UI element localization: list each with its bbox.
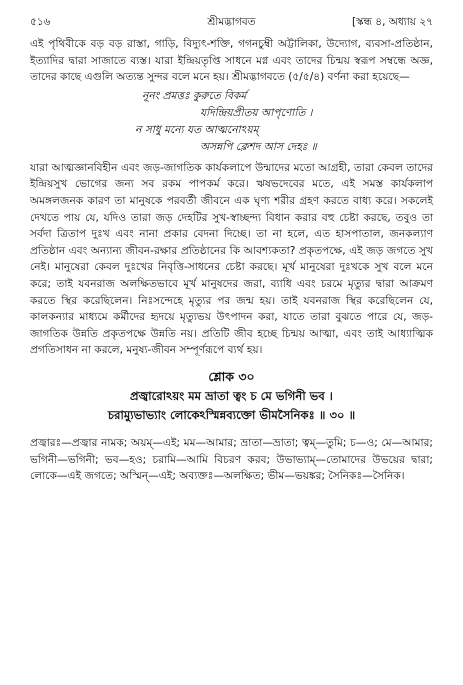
quoted-verse (30, 88, 433, 156)
purport-paragraph-2: যারা আত্মজ্ঞানবিহীন এবং জড়-জাগতিক কার্যকলাপে উন্মাদের মতো আগ্রহী, তারা কেবল তাদের ইন্দ্রিয়সুখ ভোগের জন্য সব রকম পাপকর্ম করে। ঋষভদেবের মতে, এই সমস্ত কার্যকলাপ অমঙ্গলজনক কারণ তা মানুষকে পরবর্তী জীবনে এক ঘৃণ্য শরীর গ্রহণ করতে বাধ্য করে। সকলেই দেখতে পায় যে, যদিও তারা জড় দেহটির সুখ-স্বাচ্ছন্দ্য বিধান করার বহু চেষ্টা করছে, তবুও তা সর্বদা ত্রিতাপ দুঃখ এবং নানা প্রকার বেদনা দিচ্ছে। তা না হলে, এত হাসপাতাল, জনকল্যাণ প্রতিষ্ঠান এবং অন্যান্য জীবন-রক্ষার প্রতিষ্ঠানের কি আবশ্যকতা? প্রকৃতপক্ষে, এই জড় জগতে সুখ নেই। মানুষেরা কেবল দুঃখের নিবৃত্তি-সাধনের চেষ্টা করছে। মূর্খ মানুষেরা দুঃখকে সুখ বলে মনে করে; তাই যবনরাজ অলক্ষিতভাবে মূর্খ মানুষদের জরা, ব্যাধি এবং চরমে মৃত্যুর দ্বারা আক্রমণ করতে স্থির করেছিলেন। নিঃসন্দেহে মৃত্যুর পর জন্ম হয়। তাই যবনরাজ স্থির করেছিলেন যে, কালকন্যার মাধ্যমে কর্মীদের হৃদয়ে মৃত্যুভয় উৎপাদন করা, যাতে তারা বুঝতে পারে যে, জড়-জাগতিক উন্নতি প্রকৃতপক্ষে উন্নতি নয়। প্রতিটি জীব হচ্ছে চিন্ময় আত্মা, এবং তাই আধ্যাত্মিক প্রগতিসাধন না করলে, মনুষ্য-জীবন সম্পূর্ণরূপে ব্যর্থ হয়। (30, 161, 433, 357)
section-reference: [স্কন্ধ ৪, অধ্যায় ২৭ (351, 16, 433, 28)
word-for-word-synonyms: প্রজ্বারঃ—প্রজ্বার নামক; অয়ম্—এই; মম—আমার; ভ্রাতা—ভ্রাতা; ত্বম্—তুমি; চ—ও; মে—আমার; ভগিনী—ভগিনী; ভব—হও; চরামি—আমি বিচরণ করব; উভাভ্যাম্—তোমাদের উভয়ের দ্বারা; লোকে—এই জগতে; অস্মিন্—এই; অব্যক্তঃ—অলক্ষিত; ভীম—ভয়ঙ্কর; সৈনিকঃ—সৈনিক। (30, 436, 433, 483)
sloka-heading: শ্লোক ৩০ (208, 368, 255, 384)
book-title: শ্রীমদ্ভাগবত (207, 16, 256, 28)
sloka-text (30, 387, 433, 425)
sloka-line-1: প্রজ্বারোঽয়ং মম ভ্রাতা ত্বং চ মে ভগিনী ভব । (130, 388, 333, 403)
quoted-verse-line-3: ন সাধু মন্যে যত আত্মনোঽয়ম্ (135, 123, 259, 136)
sloka-line-2: চরাম্যুভাভ্যাং লোকেঽস্মিন্নব্যক্তো ভীমসৈনিকঃ ॥ ৩০ ॥ (107, 407, 356, 422)
running-header (30, 14, 433, 30)
page-number: ৫১৬ (30, 16, 51, 28)
quoted-verse-line-4: অসন্নপি ক্লেশদ আস দেহঃ ॥ (200, 140, 317, 153)
purport-paragraph-1: এই পৃথিবীকে বড় বড় রাস্তা, গাড়ি, বিদ্যুৎ-শক্তি, গগনচুম্বী অট্টালিকা, উদ্যোগ, ব্যবসা-প্রতিষ্ঠান, ইত্যাদির দ্বারা সাজাতে ব্যস্ত। যারা ইন্দ্রিয়তৃপ্তি সাধনে মগ্ন এবং তাদের চিন্ময় স্বরূপ সম্বন্ধে অজ্ঞ, তাদের কাছে এগুলি অত্যন্ত সুন্দর বলে মনে হয়। শ্রীমদ্ভাগবতে (৫/৫/৪) বর্ণনা করা হয়েছে— (30, 38, 433, 84)
quoted-verse-line-1: নূনং প্রমত্তঃ কুরুতে বিকর্ম (142, 89, 247, 102)
quoted-verse-line-2: যদিন্দ্রিয়প্রীতয় আপৃণোতি । (200, 106, 313, 119)
